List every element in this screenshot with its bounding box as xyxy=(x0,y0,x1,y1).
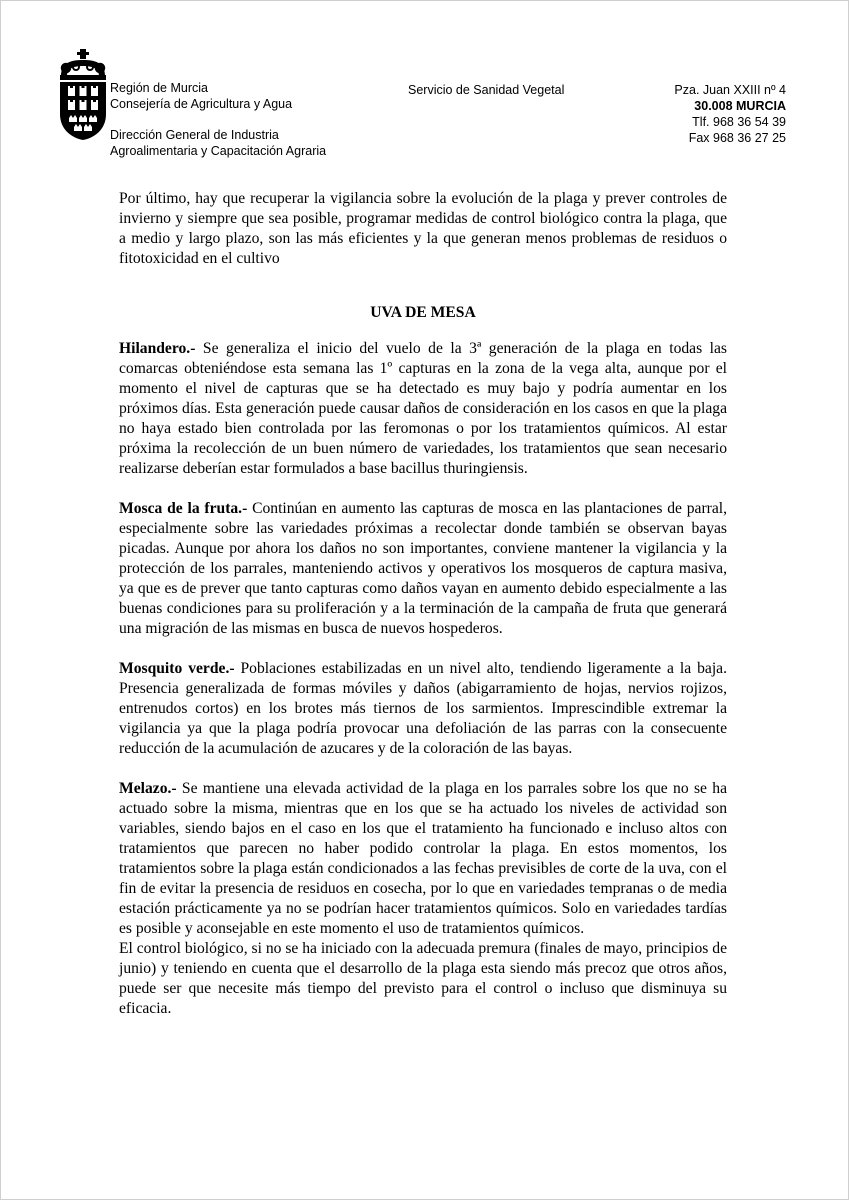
phone-number: Tlf. 968 36 54 39 xyxy=(692,115,786,129)
paragraph-lead: Mosca de la fruta.- xyxy=(119,500,248,517)
header-contact xyxy=(600,82,786,146)
section-title: UVA DE MESA xyxy=(370,304,476,321)
paragraph-melazo xyxy=(119,779,727,939)
directorate-line1: Dirección General de Industria xyxy=(110,128,279,142)
paragraph-lead: Mosquito verde.- xyxy=(119,660,235,677)
fax-number: Fax 968 36 27 25 xyxy=(688,131,786,145)
directorate-line2: Agroalimentaria y Capacitación Agraria xyxy=(110,144,327,158)
intro-paragraph: Por último, hay que recuperar la vigilancia sobre la evolución de la plaga y prever controles de invierno y siempre que sea posible, programar medidas de control biológico contra la plaga, que a medio y largo plazo, son las más eficientes y la que generan menos problemas de residuos o fitotoxicidad en el cultivo xyxy=(119,190,727,267)
region-name: Región de Murcia xyxy=(110,81,208,95)
paragraph-mosquito xyxy=(119,659,727,759)
paragraph-text: Continúan en aumento las capturas de mosca en las plantaciones de parral, especialmente sobre las variedades próximas a recolectar donde también se observan bayas picadas. Aunque por ahora los daños no son importantes, conviene mantener la vigilancia y la protección de los parrales, manteniendo activos y operativos los mosqueros de captura masiva, ya que es de prever que tanto capturas como daños vayan en aumento debido especialmente a las buenas condiciones para su proliferación y a la terminación de la campaña de fruta que generará una migración de las mismas en busca de nuevos hospederos. xyxy=(119,500,727,637)
paragraph-text: Se mantiene una elevada actividad de la plaga en los parrales sobre los que no se ha actuado sobre la misma, mientras que en los que se ha actuado los niveles de actividad son variables, siendo bajos en el caso en los que el tratamiento ha funcionado e incluso altos con tratamientos que parecen no haber podido controlar la plaga. En estos momentos, los tratamientos sobre la plaga están condicionados a las fechas previsibles de corte de la uva, con el fin de evitar la presencia de residuos en cosecha, por lo que en variedades tempranas o de media estación prácticamente ya no se podrían hacer tratamientos químicos. Solo en variedades tardías es posible y aconsejable en este momento el uso de tratamientos químicos. xyxy=(119,780,727,937)
service-name: Servicio de Sanidad Vegetal xyxy=(408,83,565,97)
paragraph-lead: Hilandero.- xyxy=(119,340,196,357)
paragraph-text: Se generaliza el inicio del vuelo de la 3ª generación de la plaga en todas las comarcas obteniéndose esta semana las 1º capturas en la zona de la vega alta, aunque por el momento el nivel de capturas que se ha detectado es muy bajo y podría aumentar en los próximos días. Esta generación puede causar daños de consideración en los casos en que la plaga no haya estado bien controlada por las feromonas o por los tratamientos químicos. Al estar próxima la recolección de un buen número de variedades, los tratamientos que sean necesario realizarse deberían estar formulados a base bacillus thuringiensis. xyxy=(119,340,727,477)
paragraph-text: Poblaciones estabilizadas en un nivel alto, tendiendo ligeramente a la baja. Presencia generalizada de formas móviles y daños (abigarramiento de hojas, nervios rojizos, entrenudos cortos) en los brotes más tiernos de los sarmientos. Imprescindible extremar la vigilancia ya que la plaga podría provocar una defoliación de las parras con la consecuente reducción de la acumulación de azucares y de la coloración de las bayas. xyxy=(119,660,727,757)
region-crest-icon xyxy=(58,48,108,142)
header-service xyxy=(408,82,564,98)
header-organization xyxy=(110,80,292,112)
paragraph-mosca xyxy=(119,499,727,639)
document-body xyxy=(119,189,727,1019)
address-line1: Pza. Juan XXIII nº 4 xyxy=(674,83,786,97)
council-name: Consejería de Agricultura y Agua xyxy=(110,97,293,111)
closing-paragraph: El control biológico, si no se ha iniciado con la adecuada premura (finales de mayo, principios de junio) y teniendo en cuenta que el desarrollo de la plaga esta siendo más precoz que otros años, puede ser que necesite más tiempo del previsto para el control o incluso que disminuya su eficacia. xyxy=(119,940,727,1017)
address-line2: 30.008 MURCIA xyxy=(694,99,786,113)
header-directorate xyxy=(110,127,326,159)
paragraph-hilandero xyxy=(119,339,727,479)
paragraph-lead: Melazo.- xyxy=(119,780,177,797)
